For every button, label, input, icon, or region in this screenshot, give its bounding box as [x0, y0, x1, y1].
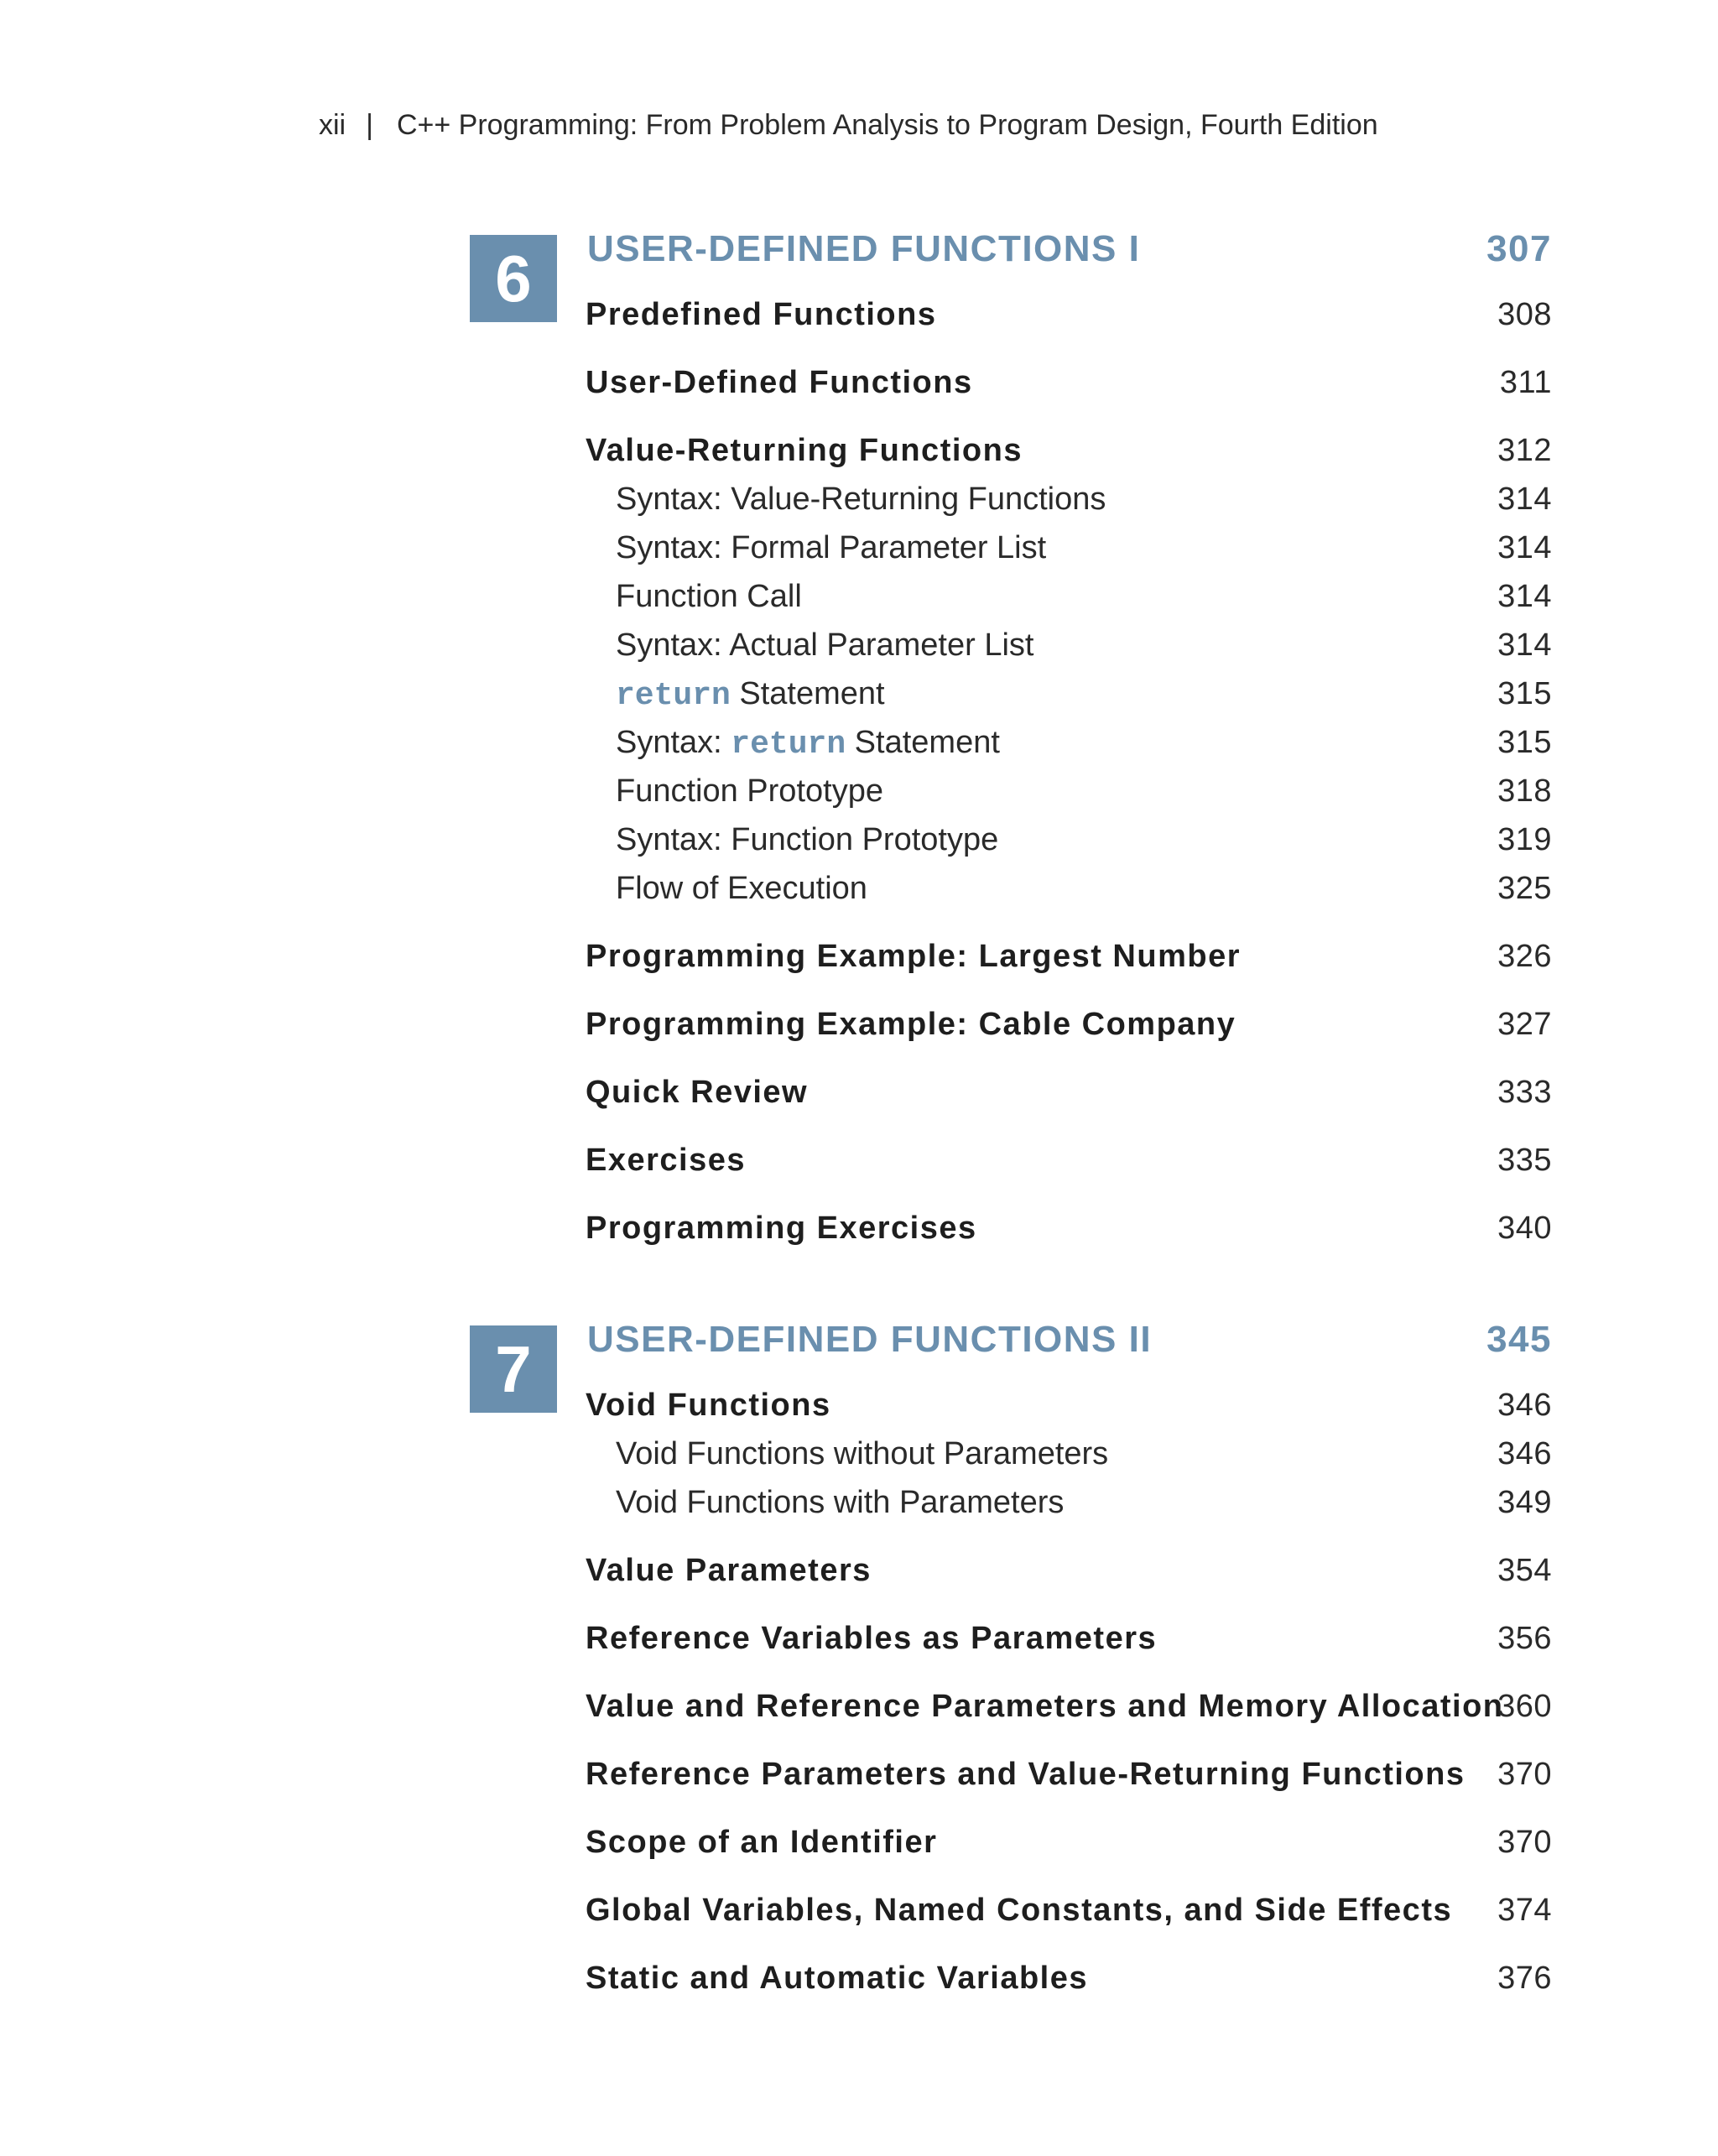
toc-entry-label: Value Parameters — [586, 1553, 872, 1588]
toc-subentry[interactable] — [586, 1482, 1552, 1523]
toc-page-number: 346 — [1497, 1388, 1552, 1423]
toc-entry[interactable] — [586, 294, 1552, 336]
toc-page-number: 312 — [1497, 433, 1552, 468]
toc-entry[interactable] — [586, 1384, 1552, 1426]
toc-page-number: 315 — [1497, 725, 1552, 760]
book-title: C++ Programming: From Problem Analysis to Program Design, Fourth Edition — [396, 109, 1378, 141]
toc-entry-label: Quick Review — [586, 1075, 809, 1110]
toc-entry[interactable] — [586, 362, 1552, 404]
toc-entry-label: Syntax: Function Prototype — [616, 822, 999, 857]
toc-page-number: 360 — [1497, 1689, 1552, 1724]
entry-suffix-text: Statement — [846, 725, 1000, 760]
toc-entry-label: Programming Example: Largest Number — [586, 939, 1242, 974]
toc-entry[interactable] — [586, 1617, 1552, 1659]
chapter-number-badge: 6 — [470, 235, 557, 322]
toc-entry-label: Programming Exercises — [586, 1211, 977, 1246]
toc-entry-label: Exercises — [586, 1143, 746, 1178]
toc-page-number: 314 — [1497, 579, 1552, 614]
toc-page-number: 314 — [1497, 482, 1552, 517]
toc-entry[interactable] — [586, 1207, 1552, 1249]
running-head — [319, 109, 1378, 142]
toc-subentry[interactable] — [586, 575, 1552, 617]
toc-entry-label: Scope of an Identifier — [586, 1825, 938, 1860]
chapter-title: USER-DEFINED FUNCTIONS II — [587, 1319, 1153, 1360]
code-keyword: return — [616, 678, 731, 714]
toc-page-number: 314 — [1497, 530, 1552, 565]
toc-entry-label: Function Call — [616, 579, 802, 614]
toc-subentry[interactable] — [586, 624, 1552, 666]
toc-entry[interactable] — [586, 935, 1552, 977]
toc-subentry[interactable] — [586, 1433, 1552, 1475]
toc-page-number: 315 — [1497, 676, 1552, 711]
toc-page-number: 376 — [1497, 1961, 1552, 1996]
chapter-page-number: 307 — [1486, 228, 1552, 269]
header-separator: | — [366, 109, 373, 141]
toc-page-number: 374 — [1497, 1893, 1552, 1928]
toc-entry-label: Function Prototype — [616, 773, 883, 809]
toc-entry[interactable] — [586, 1003, 1552, 1045]
toc-page-number: 335 — [1497, 1143, 1552, 1178]
toc-page-number: 319 — [1497, 822, 1552, 857]
toc-page-number: 308 — [1497, 297, 1552, 332]
toc-entry-label: Syntax: Actual Parameter List — [616, 628, 1034, 663]
toc-page-number: 349 — [1497, 1485, 1552, 1520]
toc-entry-label: Reference Variables as Parameters — [586, 1621, 1158, 1656]
toc-entry-label: Value-Returning Functions — [586, 433, 1023, 468]
toc-entry-label: Void Functions without Parameters — [616, 1436, 1109, 1471]
chapter-title: USER-DEFINED FUNCTIONS I — [587, 228, 1141, 269]
toc-entry-label: Programming Example: Cable Company — [586, 1007, 1236, 1042]
chapter-number-badge: 7 — [470, 1325, 557, 1413]
toc-subentry[interactable] — [586, 721, 1552, 763]
toc-entry-label — [616, 676, 885, 714]
toc-entry[interactable] — [586, 1685, 1552, 1727]
toc-entry-label: Void Functions with Parameters — [616, 1485, 1065, 1520]
toc-entry[interactable] — [586, 1549, 1552, 1591]
toc-entry[interactable] — [586, 430, 1552, 471]
toc-entry-label: Void Functions — [586, 1388, 831, 1423]
toc-entry-label: Predefined Functions — [586, 297, 937, 332]
chapter-heading[interactable] — [587, 1319, 1552, 1369]
toc-page-number: 370 — [1497, 1757, 1552, 1792]
toc-entry[interactable] — [586, 1071, 1552, 1113]
toc-subentry[interactable] — [586, 673, 1552, 715]
toc-entry-label: Value and Reference Parameters and Memory Allocation — [586, 1689, 1504, 1724]
toc-entry[interactable] — [586, 1821, 1552, 1863]
toc-entry-label: Static and Automatic Variables — [586, 1961, 1088, 1996]
toc-page-number: 354 — [1497, 1553, 1552, 1588]
toc-page-number: 314 — [1497, 628, 1552, 663]
toc-subentry[interactable] — [586, 770, 1552, 812]
toc-page-number: 311 — [1499, 365, 1552, 400]
toc-page-number: 326 — [1497, 939, 1552, 974]
toc-page-number: 327 — [1497, 1007, 1552, 1042]
entry-prefix-text: Syntax: — [616, 725, 731, 760]
toc-entry-label: Flow of Execution — [616, 871, 867, 906]
page-label: xii — [319, 109, 346, 141]
toc-entry-label: Syntax: Formal Parameter List — [616, 530, 1047, 565]
toc-page-number: 325 — [1497, 871, 1552, 906]
toc-entry-label: Reference Parameters and Value-Returning Functions — [586, 1757, 1466, 1792]
toc-page-number: 333 — [1497, 1075, 1552, 1110]
toc-subentry[interactable] — [586, 478, 1552, 520]
chapter-page-number: 345 — [1486, 1319, 1552, 1360]
toc-entry-label: Syntax: Value-Returning Functions — [616, 482, 1106, 517]
toc-entry-label — [616, 725, 1000, 763]
toc-subentry[interactable] — [586, 527, 1552, 569]
toc-subentry[interactable] — [586, 867, 1552, 909]
code-keyword: return — [731, 726, 846, 763]
toc-page-number: 340 — [1497, 1211, 1552, 1246]
toc-entry[interactable] — [586, 1753, 1552, 1795]
toc-entry[interactable] — [586, 1957, 1552, 1999]
toc-entry[interactable] — [586, 1889, 1552, 1931]
chapter-heading[interactable] — [587, 228, 1552, 279]
entry-suffix-text: Statement — [730, 676, 885, 711]
toc-page-number: 318 — [1497, 773, 1552, 809]
toc-page-number: 346 — [1497, 1436, 1552, 1471]
toc-page-number: 370 — [1497, 1825, 1552, 1860]
toc-subentry[interactable] — [586, 819, 1552, 861]
toc-entry-label: User-Defined Functions — [586, 365, 973, 400]
toc-entry-label: Global Variables, Named Constants, and Side Effects — [586, 1893, 1453, 1928]
toc-entry[interactable] — [586, 1139, 1552, 1181]
toc-page-number: 356 — [1497, 1621, 1552, 1656]
